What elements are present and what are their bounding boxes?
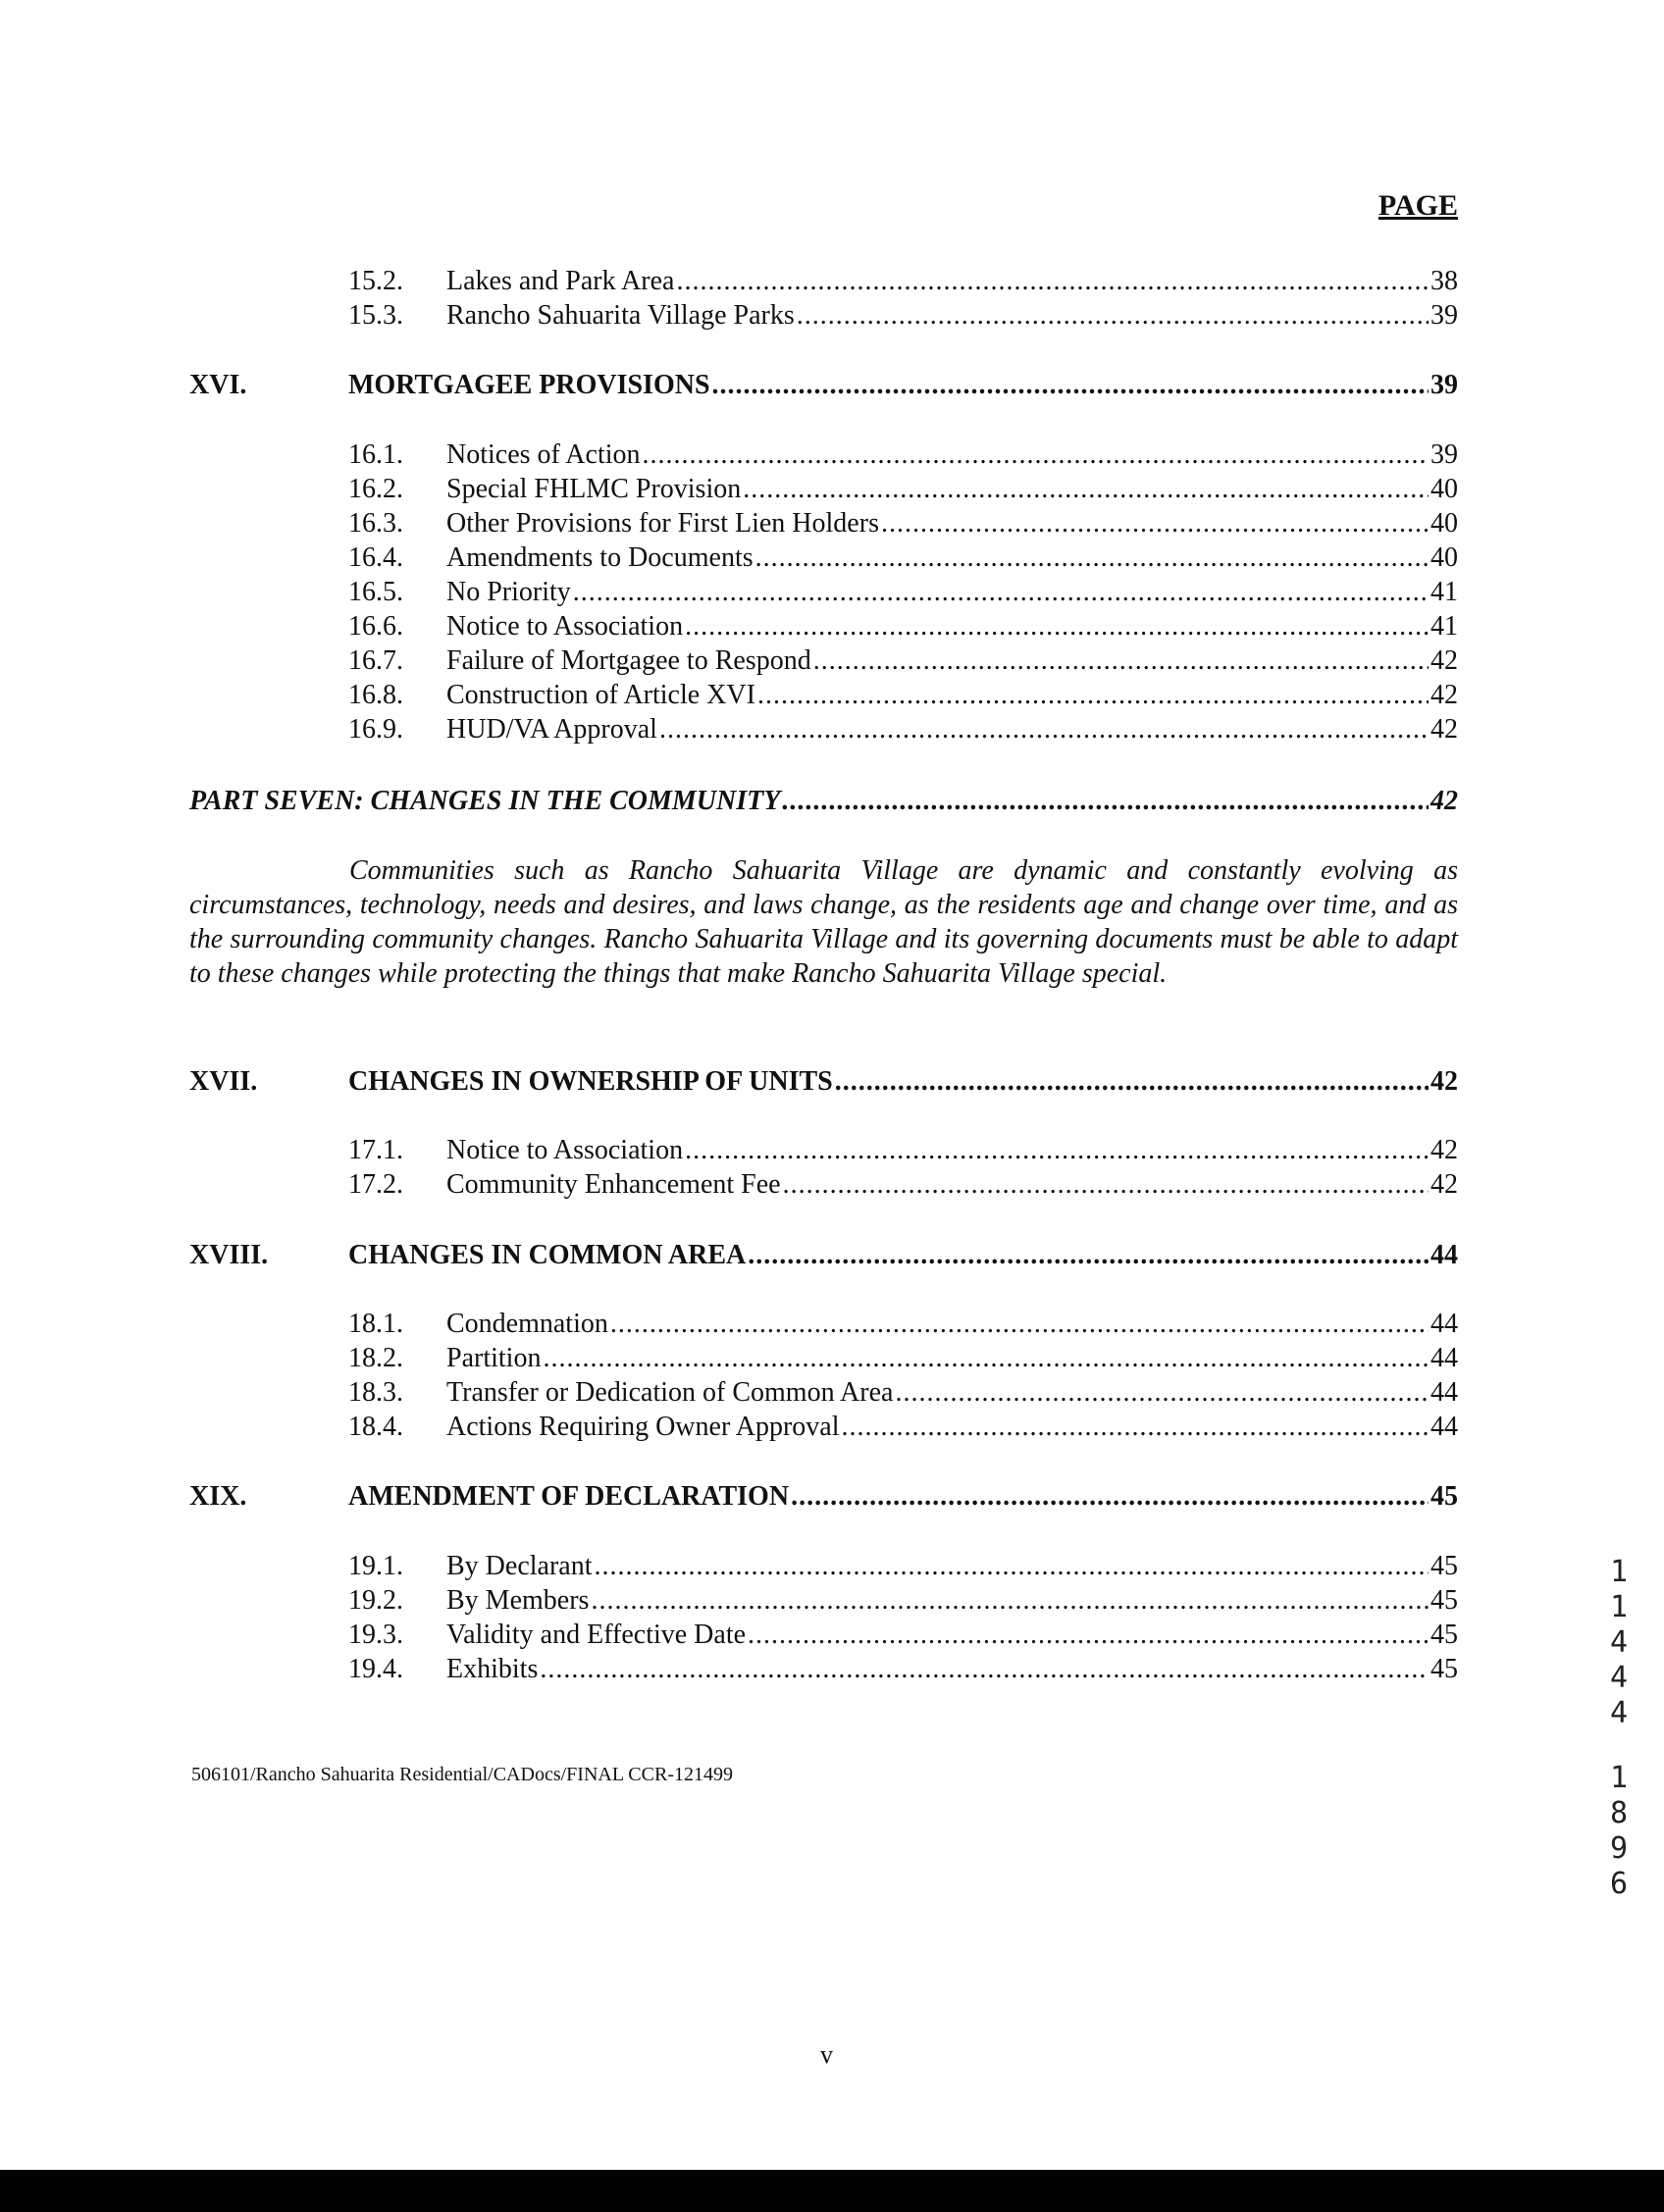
entry-number: 16.3. [348,508,403,539]
toc-entry-16-9 [348,713,1458,746]
entry-title: Validity and Effective Date [446,1620,747,1650]
entry-page: 38 [1430,266,1458,296]
entry-page: 39 [1430,300,1458,331]
dot-leader [659,713,1429,746]
toc-entry-15-3 [348,299,1458,333]
article-page: 44 [1430,1240,1458,1270]
article-number: XVI. [189,370,247,400]
stamp-digit: 6 [1609,1867,1629,1901]
entry-title: Condemnation [446,1309,608,1339]
entry-title: Failure of Mortgagee to Respond [446,645,811,676]
toc-entry-18-2 [348,1342,1458,1375]
entry-number: 17.1. [348,1135,403,1165]
toc-entry-17-1 [348,1134,1458,1167]
entry-number: 15.2. [348,266,403,296]
entry-number: 18.3. [348,1377,403,1408]
entry-title: By Members [446,1585,590,1616]
margin-stamp-number [1604,1555,1634,1902]
entry-page: 45 [1430,1654,1458,1684]
entry-title: Notice to Association [446,1135,684,1165]
stamp-digit: 8 [1609,1796,1629,1830]
entry-page: 42 [1430,1169,1458,1200]
article-page: 45 [1430,1481,1458,1512]
toc-entry-19-3 [348,1619,1458,1652]
entry-title: No Priority [446,577,571,607]
dot-leader [643,438,1429,472]
entry-number: 16.2. [348,474,403,504]
entry-page: 42 [1430,1135,1458,1165]
dot-leader [813,644,1429,678]
entry-page: 44 [1430,1377,1458,1408]
entry-page: 44 [1430,1412,1458,1442]
entry-title: Actions Requiring Owner Approval [446,1412,840,1442]
dot-leader [573,576,1429,609]
entry-number: 16.6. [348,611,403,642]
entry-title: HUD/VA Approval [446,714,657,745]
entry-number: 19.1. [348,1551,403,1581]
entry-title: Notices of Action [446,439,641,470]
stamp-digit: 4 [1609,1696,1629,1730]
toc-entry-16-3 [348,507,1458,540]
entry-page: 39 [1430,439,1458,470]
dot-leader [743,473,1429,506]
entry-page: 45 [1430,1551,1458,1581]
article-number: XVII. [189,1066,258,1097]
entry-title: Special FHLMC Provision [446,474,742,504]
entry-title: Community Enhancement Fee [446,1169,781,1200]
entry-title: Transfer or Dedication of Common Area [446,1377,894,1408]
toc-entry-19-4 [348,1653,1458,1686]
dot-leader [797,299,1429,333]
entry-number: 18.2. [348,1343,403,1373]
entry-page: 42 [1430,714,1458,745]
article-page: 39 [1430,370,1458,400]
toc-entry-18-3 [348,1376,1458,1410]
article-number: XIX. [189,1481,247,1512]
stamp-digit: 4 [1609,1661,1629,1695]
dot-leader [748,1239,1429,1272]
dot-leader [755,541,1429,575]
entry-page: 40 [1430,542,1458,573]
entry-title: Partition [446,1343,542,1373]
dot-leader [791,1480,1429,1514]
toc-entry-16-1 [348,438,1458,472]
entry-number: 19.3. [348,1620,403,1650]
entry-number: 16.4. [348,542,403,573]
toc-article-xvi [189,369,1458,402]
toc-entry-17-2 [348,1168,1458,1202]
toc-entry-19-1 [348,1550,1458,1583]
toc-entry-18-1 [348,1308,1458,1341]
dot-leader [783,1168,1429,1202]
entry-number: 16.7. [348,645,403,676]
entry-page: 44 [1430,1343,1458,1373]
stamp-digit: 1 [1609,1590,1629,1624]
entry-title: By Declarant [446,1551,593,1581]
toc-article-xviii [189,1239,1458,1272]
part-page: 42 [1430,786,1458,816]
toc-entry-18-4 [348,1411,1458,1444]
dot-leader [685,610,1429,643]
dot-leader [842,1411,1430,1444]
article-page: 42 [1430,1066,1458,1097]
article-title: CHANGES IN OWNERSHIP OF UNITS [348,1066,833,1097]
part-seven-intro-paragraph: Communities such as Rancho Sahuarita Village are dynamic and constantly evolving as circumstances, technology, needs and desires, and laws change, as the residents age and change over time, and as the surrounding community changes. Rancho Sahuarita Village and its governing documents must be able to adapt to these changes while protecting the things that make Rancho Sahuarita Village special. [189,855,1458,989]
entry-number: 16.5. [348,577,403,607]
entry-page: 42 [1430,645,1458,676]
entry-page: 40 [1430,508,1458,539]
dot-leader [591,1584,1429,1618]
entry-title: Notice to Association [446,611,684,642]
entry-number: 15.3. [348,300,403,331]
stamp-digit: 9 [1609,1831,1629,1866]
toc-entry-16-6 [348,610,1458,643]
dot-leader [685,1134,1429,1167]
article-number: XVIII. [189,1240,269,1270]
dot-leader [782,785,1429,818]
entry-page: 42 [1430,680,1458,710]
toc-article-xix [189,1480,1458,1514]
entry-page: 41 [1430,577,1458,607]
entry-page: 40 [1430,474,1458,504]
dot-leader [595,1550,1430,1583]
part-title: PART SEVEN: CHANGES IN THE COMMUNITY [189,786,781,816]
entry-number: 19.4. [348,1654,403,1684]
page-column-header: PAGE [1378,189,1458,222]
entry-number: 18.4. [348,1412,403,1442]
entry-page: 45 [1430,1620,1458,1650]
dot-leader [610,1308,1429,1341]
toc-part-seven [189,785,1458,818]
article-title: CHANGES IN COMMON AREA [348,1240,747,1270]
entry-page: 45 [1430,1585,1458,1616]
article-title: MORTGAGEE PROVISIONS [348,370,710,400]
document-reference: 506101/Rancho Sahuarita Residential/CADocs/FINAL CCR-121499 [191,1764,733,1785]
dot-leader [748,1619,1429,1652]
dot-leader [712,369,1429,402]
entry-title: Amendments to Documents [446,542,754,573]
entry-title: Rancho Sahuarita Village Parks [446,300,795,331]
dot-leader [835,1065,1429,1099]
entry-page: 41 [1430,611,1458,642]
entry-title: Exhibits [446,1654,539,1684]
stamp-gap [1604,1731,1634,1761]
page-number: v [820,2040,833,2069]
entry-number: 16.8. [348,680,403,710]
toc-entry-16-2 [348,473,1458,506]
toc-entry-15-2 [348,265,1458,298]
toc-entry-16-8 [348,679,1458,712]
stamp-digit: 1 [1609,1761,1629,1795]
toc-entry-19-2 [348,1584,1458,1618]
toc-article-xvii [189,1065,1458,1099]
entry-number: 17.2. [348,1169,403,1200]
dot-leader [757,679,1429,712]
entry-title: Lakes and Park Area [446,266,675,296]
entry-number: 19.2. [348,1585,403,1616]
dot-leader [540,1653,1429,1686]
stamp-digit: 1 [1609,1555,1629,1589]
toc-entry-16-4 [348,541,1458,575]
dot-leader [895,1376,1429,1410]
dot-leader [881,507,1429,540]
toc-entry-16-5 [348,576,1458,609]
article-title: AMENDMENT OF DECLARATION [348,1481,790,1512]
entry-number: 16.1. [348,439,403,470]
toc-entry-16-7 [348,644,1458,678]
entry-number: 16.9. [348,714,403,745]
stamp-digit: 4 [1609,1625,1629,1660]
entry-title: Construction of Article XVI [446,680,755,710]
scan-bottom-border [0,2170,1664,2212]
entry-page: 44 [1430,1309,1458,1339]
entry-number: 18.1. [348,1309,403,1339]
dot-leader [543,1342,1429,1375]
dot-leader [676,265,1429,298]
entry-title: Other Provisions for First Lien Holders [446,508,879,539]
